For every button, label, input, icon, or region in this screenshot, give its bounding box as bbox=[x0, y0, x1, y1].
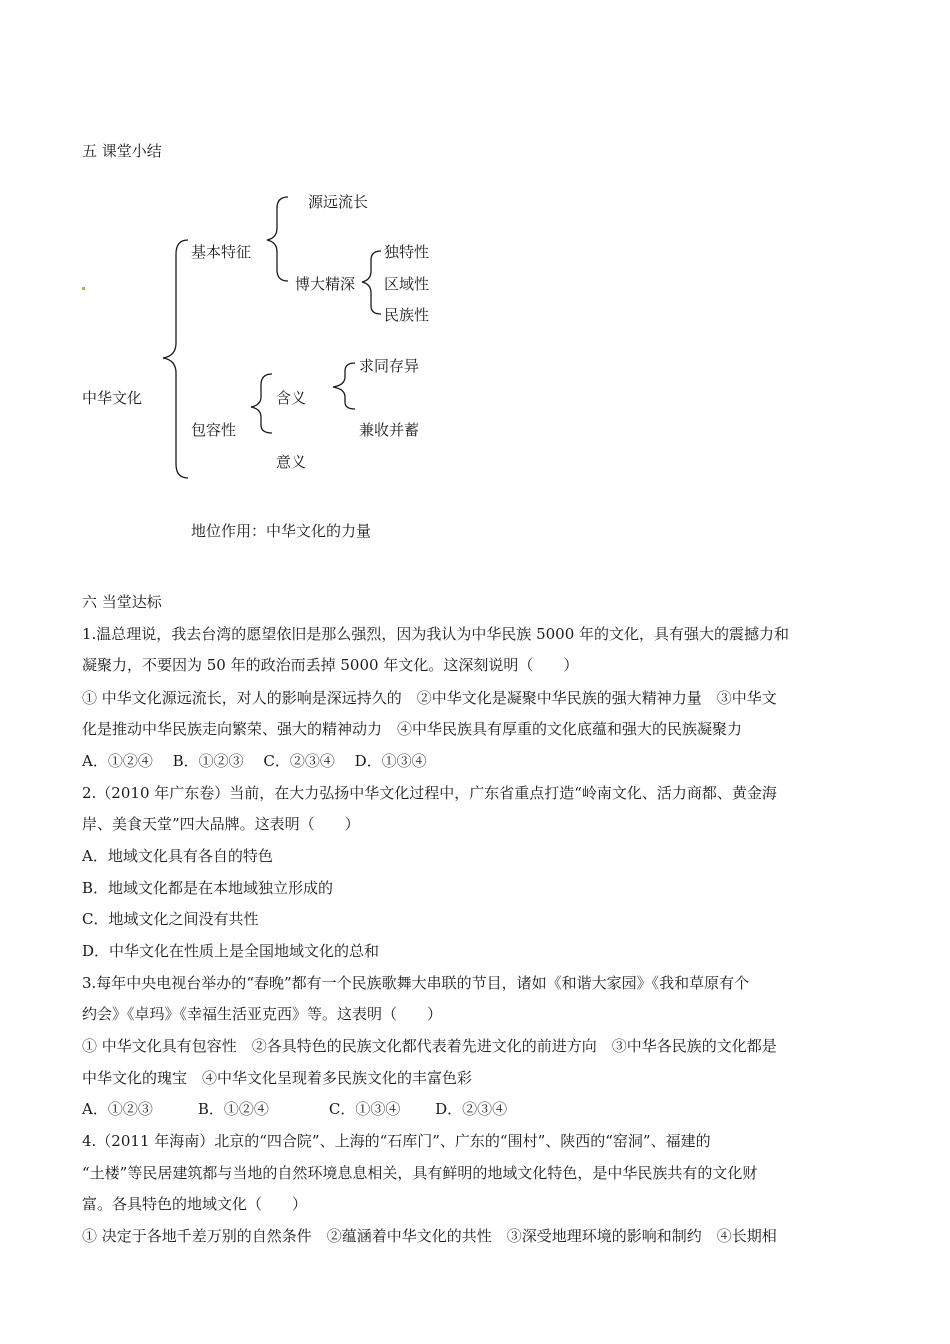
exercise-line: 岸、美食天堂”四大品牌。这表明（ ） bbox=[82, 815, 360, 833]
exercise-line: “土楼”等民居建筑都与当地的自然环境息息相关，具有鲜明的地域文化特色，是中华民族共有的文化财 bbox=[82, 1164, 758, 1182]
exercise-line: B．地域文化都是在本地域独立形成的 bbox=[82, 879, 334, 897]
concept-basic-features: 基本特征 bbox=[191, 243, 252, 261]
exercise-line: 4.（2011 年海南）北京的“四合院”、上海的“石库门”、广东的“围村”、陕西的“窑洞”、福建的 bbox=[82, 1132, 711, 1150]
concept-inclusiveness: 包容性 bbox=[191, 421, 237, 439]
brace-profound bbox=[362, 251, 381, 314]
exercise-line: ① 决定于各地千差万别的自然条件 ②蕴涵着中华文化的共性 ③深受地理环境的影响和制约 ④长期相 bbox=[82, 1227, 777, 1245]
exercise-line: ① 中华文化具有包容性 ②各具特色的民族文化都代表着先进文化的前进方向 ③中华各民族的文化都是 bbox=[82, 1037, 777, 1055]
concept-ethnic: 民族性 bbox=[384, 306, 430, 324]
section-heading-summary: 五 课堂小结 bbox=[82, 142, 162, 160]
concept-seek-common: 求同存异 bbox=[359, 357, 420, 375]
concept-braces bbox=[0, 0, 950, 600]
exercise-line: ① 中华文化源远流长，对人的影响是深远持久的 ②中华文化是凝聚中华民族的强大精神力量 ③中华文 bbox=[82, 689, 777, 707]
concept-significance: 意义 bbox=[276, 453, 307, 471]
exercise-line: 中华文化的瑰宝 ④中华文化呈现着多民族文化的丰富色彩 bbox=[82, 1069, 473, 1087]
exercise-line: A．①②③ B．①②④ C．①③④ D．②③④ bbox=[82, 1100, 508, 1118]
brace-inclusiveness bbox=[251, 374, 272, 433]
brace-root bbox=[163, 240, 188, 478]
concept-unique: 独特性 bbox=[384, 243, 430, 261]
section-heading-exercises: 六 当堂达标 bbox=[82, 593, 162, 611]
exercise-line: A．①②④ B．①②③ C．②③④ D．①③④ bbox=[82, 752, 427, 770]
brace-meaning bbox=[333, 363, 355, 409]
exercise-line: 化是推动中华民族走向繁荣、强大的精神动力 ④中华民族具有厚重的文化底蕴和强大的民族凝聚力 bbox=[82, 720, 743, 738]
exercise-line: 凝聚力，不要因为 50 年的政治而丢掉 5000 年文化。这深刻说明（ ） bbox=[82, 656, 579, 674]
concept-meaning: 含义 bbox=[276, 389, 307, 407]
concept-absorb: 兼收并蓄 bbox=[359, 421, 420, 439]
exercise-line: 3.每年中央电视台举办的“春晚”都有一个民族歌舞大串联的节目，诸如《和谐大家园》《我和草原有个 bbox=[82, 974, 750, 992]
concept-origin: 源远流长 bbox=[308, 193, 369, 211]
concept-status: 地位作用：中华文化的力量 bbox=[191, 522, 372, 540]
exercise-line: D．中华文化在性质上是全国地域文化的总和 bbox=[82, 942, 380, 960]
concept-regional: 区域性 bbox=[384, 275, 430, 293]
exercise-line: 富。各具特色的地域文化（ ） bbox=[82, 1195, 308, 1213]
concept-root: 中华文化 bbox=[82, 389, 143, 407]
exercise-line: 约会》《卓玛》《幸福生活亚克西》等。这表明（ ） bbox=[82, 1005, 443, 1023]
exercise-line: A．地域文化具有各自的特色 bbox=[82, 847, 273, 865]
exercise-line: C．地域文化之间没有共性 bbox=[82, 910, 259, 928]
exercise-line: 2.（2010 年广东卷）当前，在大力弘扬中华文化过程中，广东省重点打造“岭南文化、活力商都、黄金海 bbox=[82, 784, 777, 802]
exercise-line: 1.温总理说，我去台湾的愿望依旧是那么强烈，因为我认为中华民族 5000 年的文化，具有强大的震撼力和 bbox=[82, 625, 790, 643]
brace-basic-features bbox=[267, 197, 288, 281]
concept-profound: 博大精深 bbox=[295, 275, 356, 293]
